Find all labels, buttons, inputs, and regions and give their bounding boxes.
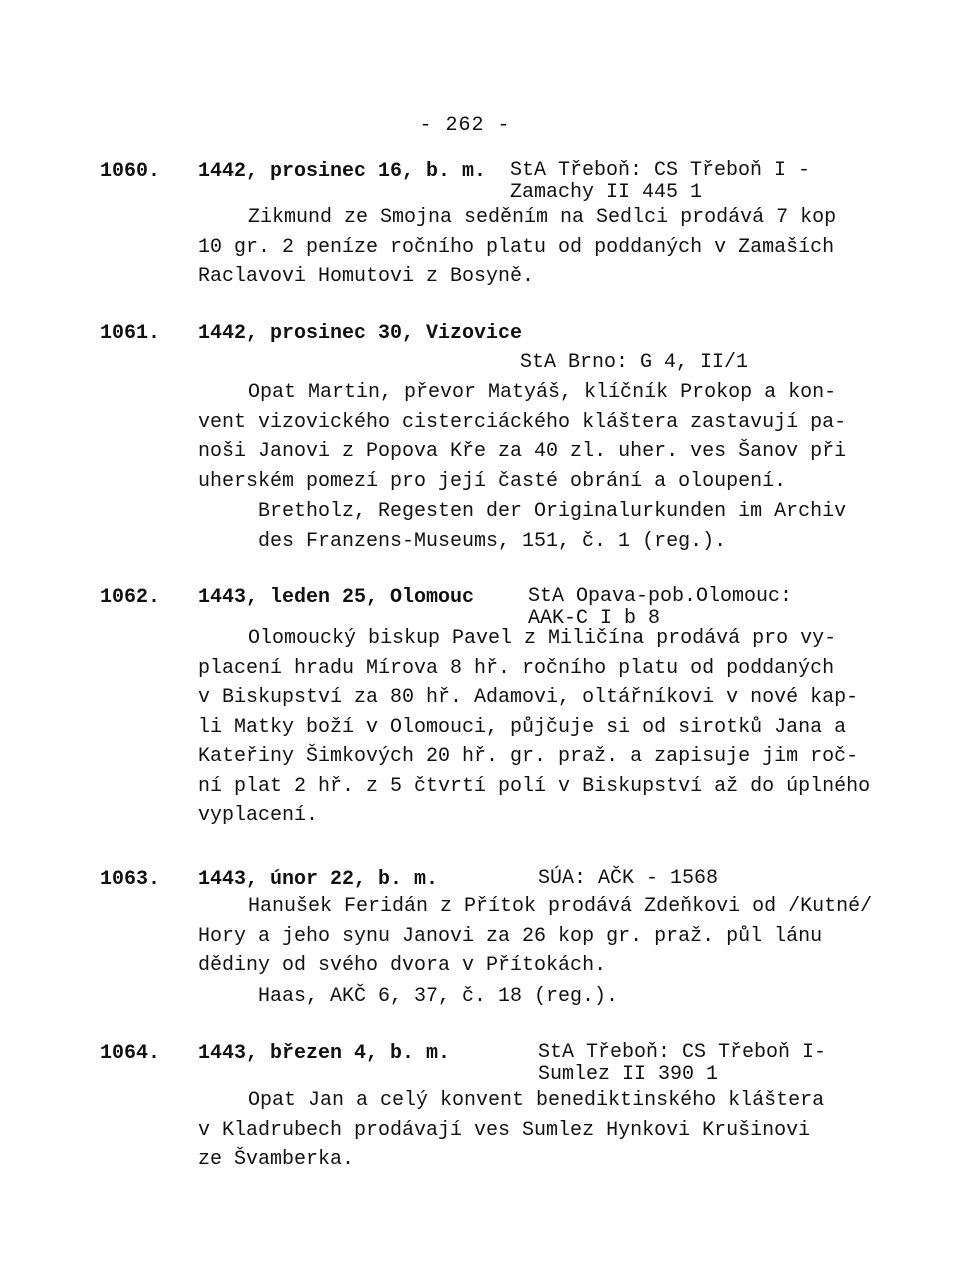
entry-number: 1064. — [100, 1042, 161, 1065]
archive-line: Sumlez II 390 1 — [538, 1063, 719, 1086]
archive-line: StA Třeboň: CS Třeboň I - — [510, 159, 811, 182]
entry-date: 1443, únor 22, b. m. — [198, 868, 439, 891]
text-line: v Biskupství za 80 hř. Adamovi, oltářníkovi v nové kap- — [198, 686, 859, 709]
entry-archive — [510, 160, 810, 204]
text-line: 10 gr. 2 peníze ročního platu od poddaných v Zamaších — [198, 235, 835, 259]
text-line: Olomoucký biskup Pavel z Miličína prodává pro vy- — [248, 627, 837, 650]
entry-archive — [520, 352, 748, 374]
text-line: Opat Jan a celý konvent benediktinského kláštera — [248, 1089, 825, 1112]
entry-date: 1443, leden 25, Olomouc — [198, 586, 475, 609]
text-line: Raclavovi Homutovi z Bosyně. — [198, 265, 535, 288]
text-line: vent vizovického cisterciáckého kláštera zastavují pa- — [198, 410, 847, 434]
text-line: Hanušek Feridán z Přítok prodává Zdeňkovi od /Kutné/ — [248, 895, 873, 918]
text-line: ze Švamberka. — [198, 1148, 355, 1171]
text-line: ní plat 2 hř. z 5 čtvrtí polí v Biskupství až do úplného — [198, 774, 871, 798]
text-line: Hory a jeho synu Janovi za 26 kop gr. praž. půl lánu — [198, 924, 823, 948]
entry-date: 1443, březen 4, b. m. — [198, 1042, 451, 1065]
text-line: vyplacení. — [198, 804, 319, 827]
entry-text — [198, 892, 898, 981]
entry-date: 1442, prosinec 16, b. m. — [198, 160, 487, 183]
text-line: dědiny od svého dvora v Přítokách. — [198, 954, 607, 977]
entry-number: 1063. — [100, 868, 161, 891]
archive-line: Zamachy II 445 1 — [510, 181, 703, 204]
archive-line: AAK-C I b 8 — [528, 607, 661, 630]
entry-text — [198, 203, 898, 292]
text-line: placení hradu Mírova 8 hř. ročního platu od poddaných — [198, 656, 835, 680]
entry-text — [198, 1086, 898, 1175]
archive-line: StA Opava-pob.Olomouc: — [528, 585, 793, 608]
entry-text — [198, 624, 898, 831]
reference-line: des Franzens-Museums, 151, č. 1 (reg.). — [258, 529, 727, 553]
text-line: li Matky boží v Olomouci, půjčuje si od sirotků Jana a — [198, 715, 847, 739]
entry-text — [198, 378, 898, 496]
text-line: Opat Martin, převor Matyáš, klíčník Prokop a kon- — [248, 381, 837, 404]
entry-reference — [258, 497, 846, 556]
archive-line: StA Brno: G 4, II/1 — [520, 351, 749, 374]
text-line: uherském pomezí pro její časté obrání a oloupení. — [198, 469, 787, 493]
entry-date: 1442, prosinec 30, Vizovice — [198, 322, 523, 345]
text-line: Kateřiny Šimkových 20 hř. gr. praž. a zapisuje jim roč- — [198, 745, 859, 768]
archive-line: SÚA: AČK - 1568 — [538, 867, 719, 890]
entry-archive — [538, 1042, 826, 1086]
entry-archive — [538, 868, 718, 890]
entry-number: 1062. — [100, 586, 161, 609]
reference-line: Haas, AKČ 6, 37, č. 18 (reg.). — [258, 985, 619, 1008]
page-number: - 262 - — [419, 114, 511, 137]
entry-reference — [258, 982, 618, 1012]
archive-line: StA Třeboň: CS Třeboň I- — [538, 1041, 827, 1064]
text-line: v Kladrubech prodávají ves Sumlez Hynkovi Krušinovi — [198, 1118, 811, 1142]
text-line: noši Janovi z Popova Kře za 40 zl. uher. ves Šanov při — [198, 440, 847, 463]
reference-line: Bretholz, Regesten der Originalurkunden im Archiv — [258, 500, 847, 523]
entry-number: 1060. — [100, 160, 161, 183]
text-line: Zikmund ze Smojna seděním na Sedlci prodává 7 kop — [248, 206, 837, 229]
entry-number: 1061. — [100, 322, 161, 345]
